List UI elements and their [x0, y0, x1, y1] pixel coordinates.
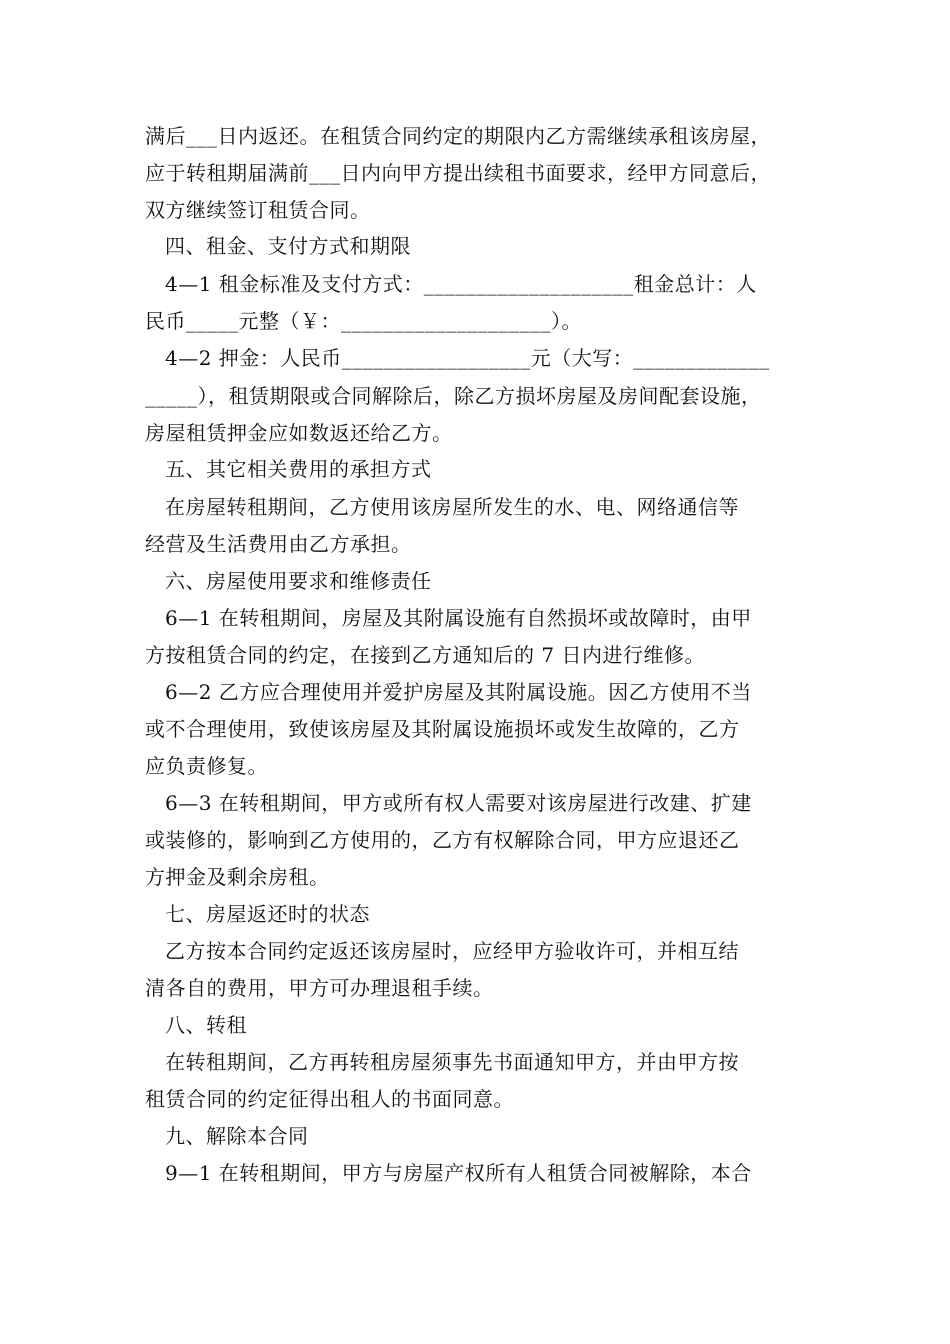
text-line: 6—3 在转租期间，甲方或所有权人需要对该房屋进行改建、扩建 [165, 791, 752, 815]
text-line: 租赁合同的约定征得出租人的书面同意。 [145, 1087, 514, 1111]
text-line: 乙方按本合同约定返还该房屋时，应经甲方验收许可，并相互结 [165, 939, 739, 963]
text-line: 清各自的费用，甲方可办理退租手续。 [145, 976, 494, 1000]
section-heading: 八、转租 [165, 1013, 247, 1037]
section-heading: 九、解除本合同 [165, 1124, 309, 1148]
section-heading: 六、房屋使用要求和维修责任 [165, 569, 432, 593]
text-line: _____），租赁期限或合同解除后，除乙方损坏房屋及房间配套设施， [145, 384, 762, 408]
section-heading: 七、房屋返还时的状态 [165, 902, 370, 926]
text-line: 或装修的，影响到乙方使用的，乙方有权解除合同，甲方应退还乙 [145, 828, 740, 852]
text-line: 应于转租期届满前___日内向甲方提出续租书面要求，经甲方同意后， [145, 161, 771, 185]
text-line: 4—2 押金：人民币__________________元（大写：_____________ [165, 346, 770, 370]
text-line: 双方继续签订租赁合同。 [145, 198, 371, 222]
text-line: 在房屋转租期间，乙方使用该房屋所发生的水、电、网络通信等 [165, 495, 739, 519]
text-line: 6—2 乙方应合理使用并爱护房屋及其附属设施。因乙方使用不当 [165, 680, 752, 704]
text-line: 在转租期间，乙方再转租房屋须事先书面通知甲方，并由甲方按 [165, 1050, 739, 1074]
text-line: 经营及生活费用由乙方承担。 [145, 532, 412, 556]
section-heading: 四、租金、支付方式和期限 [165, 234, 411, 258]
text-line: 民币_____元整（￥：____________________）。 [145, 309, 582, 333]
text-line: 方押金及剩余房租。 [145, 865, 330, 889]
text-line: 应负责修复。 [145, 754, 268, 778]
text-line: 9—1 在转租期间，甲方与房屋产权所有人租赁合同被解除，本合 [165, 1161, 752, 1185]
text-line: 房屋租赁押金应如数返还给乙方。 [145, 421, 453, 445]
text-line: 或不合理使用，致使该房屋及其附属设施损坏或发生故障的，乙方 [145, 717, 740, 741]
text-line: 满后___日内返还。在租赁合同约定的期限内乙方需继续承租该房屋， [145, 124, 771, 148]
text-line: 6—1 在转租期间，房屋及其附属设施有自然损坏或故障时，由甲 [165, 606, 752, 630]
text-line: 4—1 租金标准及支付方式：____________________租金总计：人 [165, 272, 757, 296]
section-heading: 五、其它相关费用的承担方式 [165, 457, 432, 481]
text-line: 方按租赁合同的约定，在接到乙方通知后的 7 日内进行维修。 [145, 643, 705, 667]
